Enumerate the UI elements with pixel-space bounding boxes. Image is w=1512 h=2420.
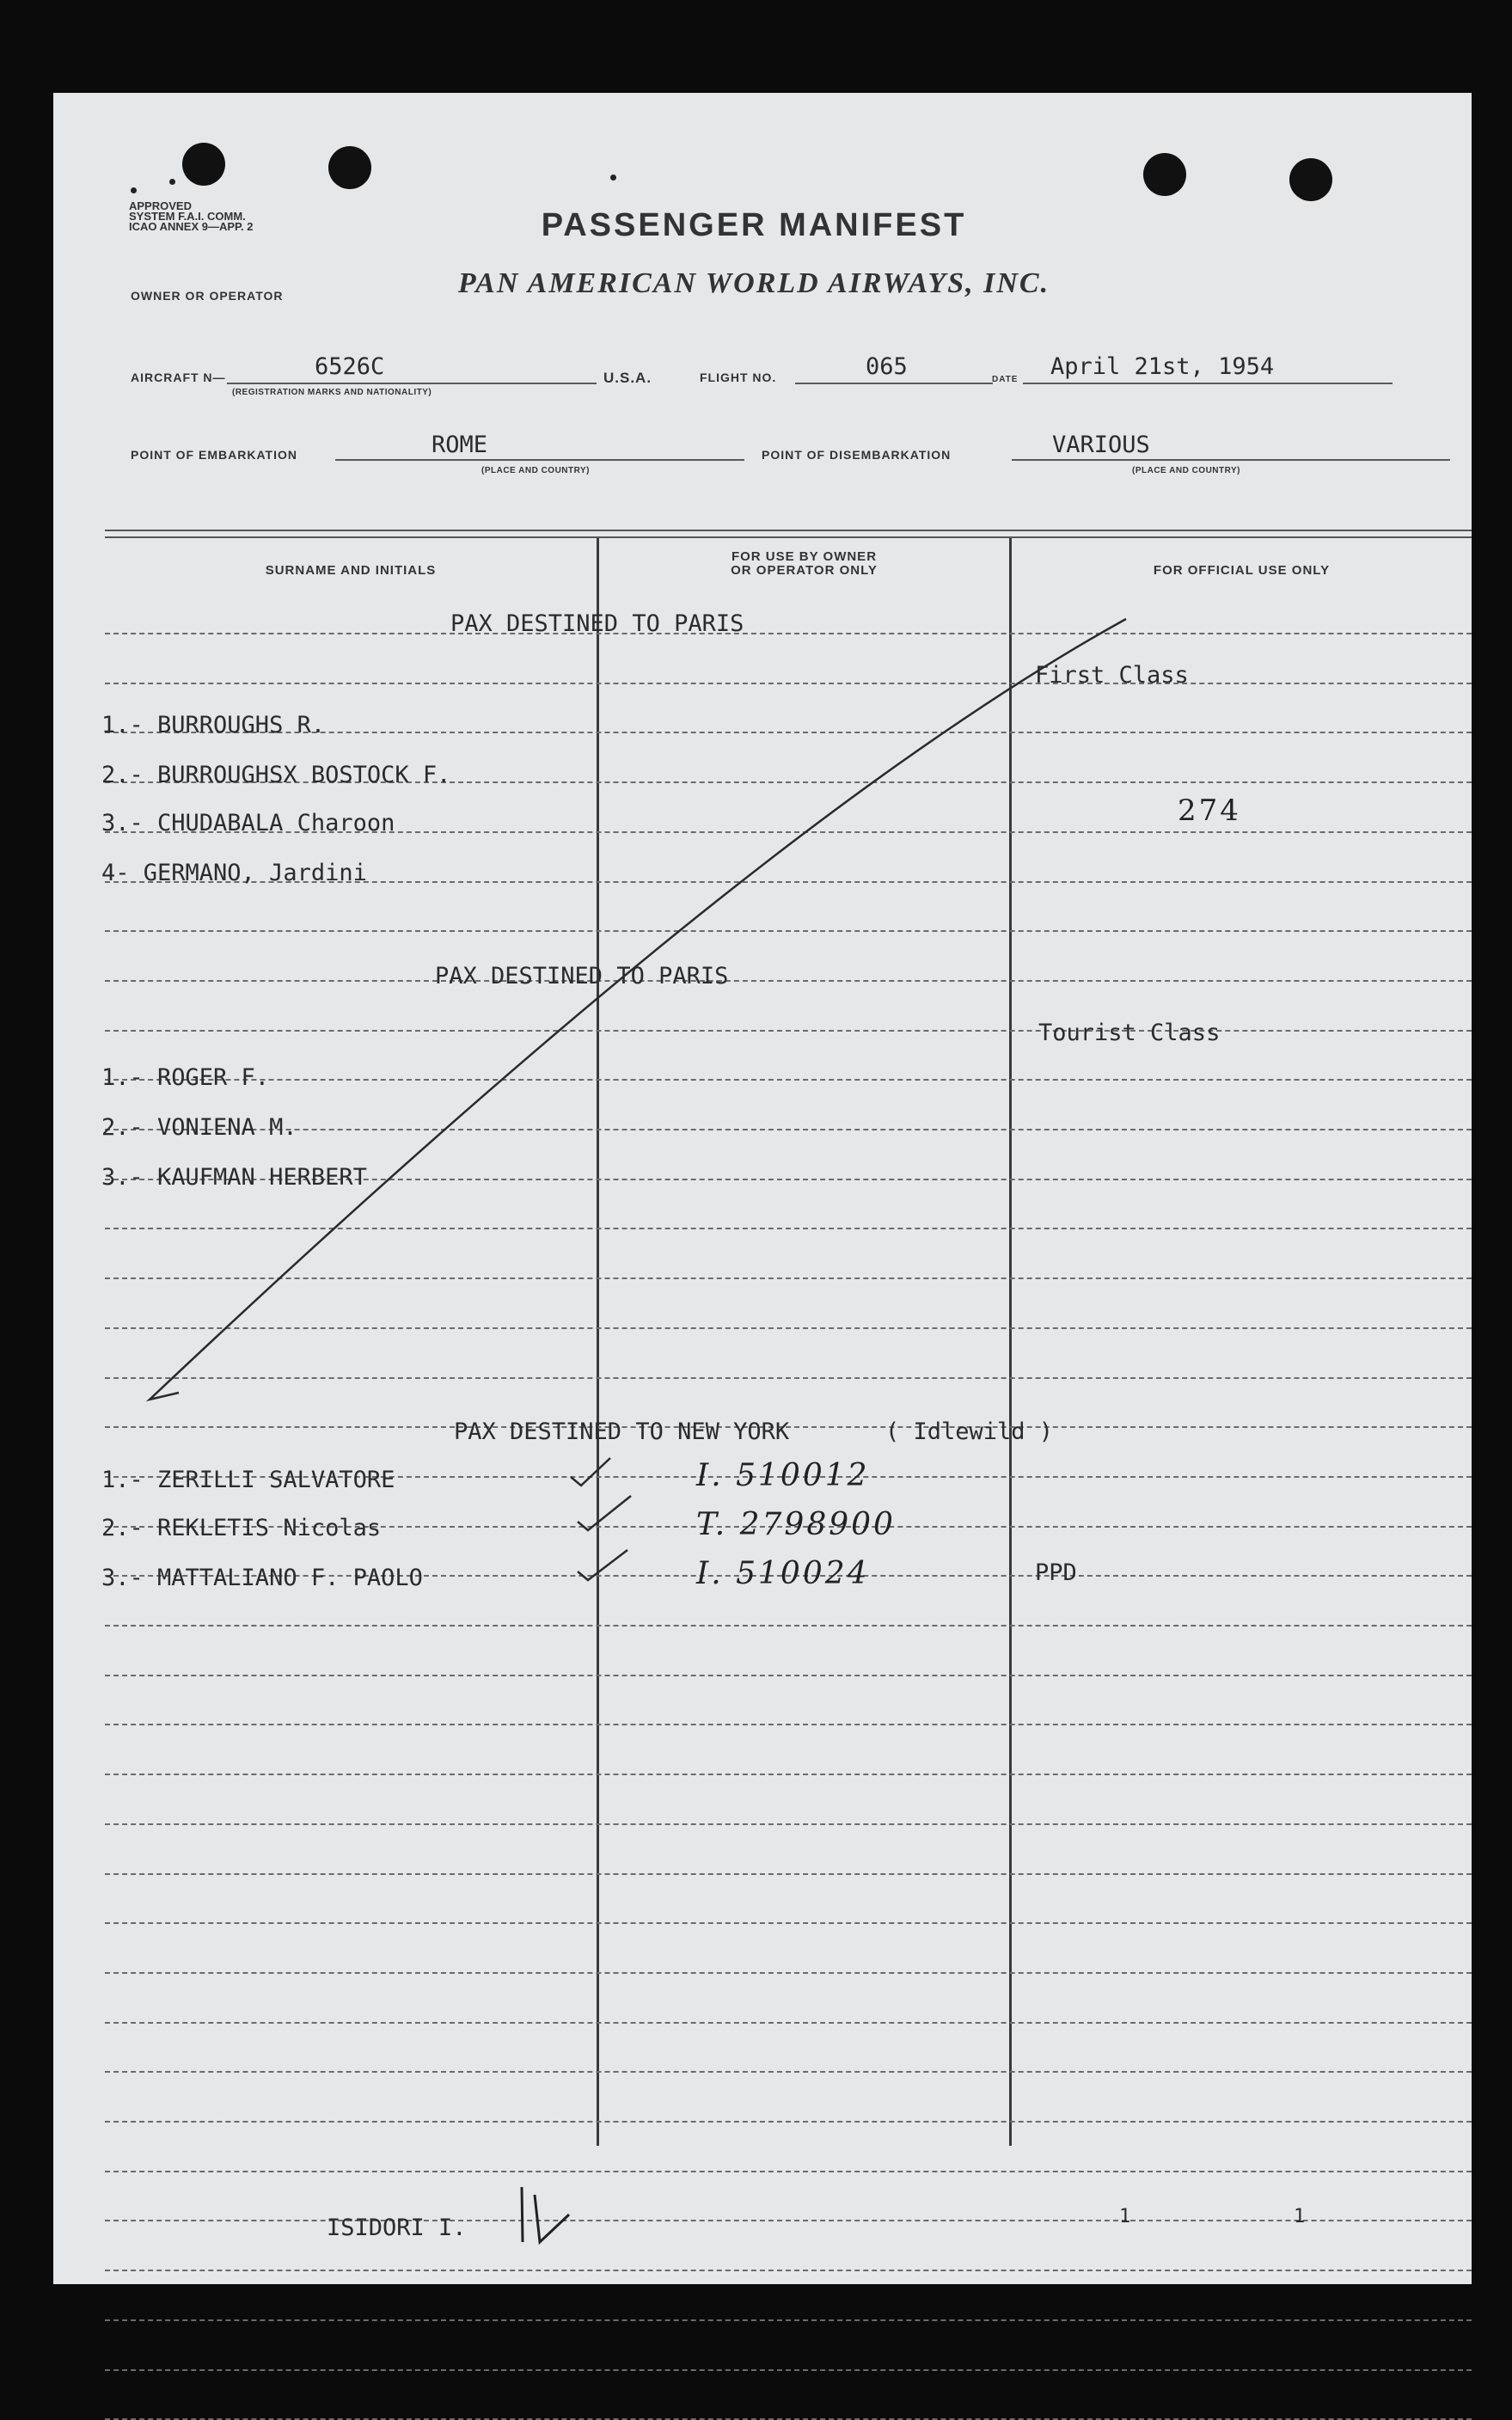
col-header-owner-1: FOR USE BY OWNER [731,549,878,564]
owner-label: OWNER OR OPERATOR [131,289,284,303]
owner-note: T. 2798900 [696,1507,896,1542]
section-heading-new-york: PAX DESTINED TO NEW YORK [454,1418,790,1445]
approval-note: APPROVED SYSTEM F.A.I. COMM. ICAO ANNEX 9—APP. 2 [129,199,254,233]
aircraft-sub: (REGISTRATION MARKS AND NATIONALITY) [232,388,432,397]
class-tourist: Tourist Class [1038,1020,1221,1046]
footer-name: ISIDORI I. [327,2215,467,2241]
check-mark-icon [571,1458,610,1486]
passenger-row: 1.- ROGER F. [101,1064,270,1091]
owner-note: I. 510024 [696,1556,870,1591]
passenger-row: 2.- REKLETIS Nicolas [101,1515,382,1541]
flight-value: 065 [866,353,908,380]
section-heading-note: ( Idlewild ) [885,1418,1054,1445]
signature-mark [522,2187,569,2242]
col-header-surname: SURNAME AND INITIALS [265,563,437,578]
airline-name: PAN AMERICAN WORLD AIRWAYS, INC. [457,267,1050,299]
class-first: First Class [1035,662,1189,689]
date-value: April 21st, 1954 [1050,353,1275,380]
aircraft-label: AIRCRAFT N— [131,371,226,384]
footer-mark: 1 [1119,2206,1131,2227]
form-title: PASSENGER MANIFEST [541,207,967,243]
passenger-row: 4- GERMANO, Jardini [101,860,367,886]
pen-marks [53,93,1472,2284]
aircraft-value: 6526C [315,353,385,380]
passenger-row: 3.- KAUFMAN HERBERT [101,1164,367,1191]
passenger-row: 1.- ZERILLI SALVATORE [101,1467,395,1493]
section-heading-paris-first: PAX DESTINED TO PARIS [450,610,744,637]
passenger-row: 1.- BURROUGHS R. [101,712,326,738]
official-note-ppd: PPD [1035,1559,1077,1586]
row-rule [105,2369,1472,2371]
manifest-sheet [53,93,1472,2284]
passenger-row: 2.- VONIENA M. [101,1114,297,1141]
usa-label: U.S.A. [603,370,652,386]
disembark-value: VARIOUS [1052,432,1150,458]
disembark-label: POINT OF DISEMBARKATION [762,448,952,462]
passenger-row: 3.- CHUDABALA Charoon [101,810,395,836]
embark-value: ROME [432,432,488,458]
official-number: 274 [1178,793,1241,828]
check-mark-icon [578,1550,627,1580]
col-header-official: FOR OFFICIAL USE ONLY [1153,563,1331,578]
footer-mark: 1 [1294,2206,1306,2227]
embark-label: POINT OF EMBARKATION [131,448,297,462]
check-mark-icon [578,1496,631,1530]
owner-note: I. 510012 [696,1458,870,1493]
row-rule [105,2319,1472,2321]
passenger-row: 3.- MATTALIANO F. PAOLO [101,1565,423,1591]
col-header-owner-2: OR OPERATOR ONLY [731,563,878,578]
section-heading-paris-tourist: PAX DESTINED TO PARIS [435,963,729,989]
disembark-sub: (PLACE AND COUNTRY) [1132,466,1240,475]
diagonal-cancel-line [150,619,1126,1400]
embark-sub: (PLACE AND COUNTRY) [481,466,590,475]
passenger-row: 2.- BURROUGHSX BOSTOCK F. [101,762,451,788]
date-label: DATE [992,375,1019,384]
flight-label: FLIGHT NO. [700,371,777,384]
